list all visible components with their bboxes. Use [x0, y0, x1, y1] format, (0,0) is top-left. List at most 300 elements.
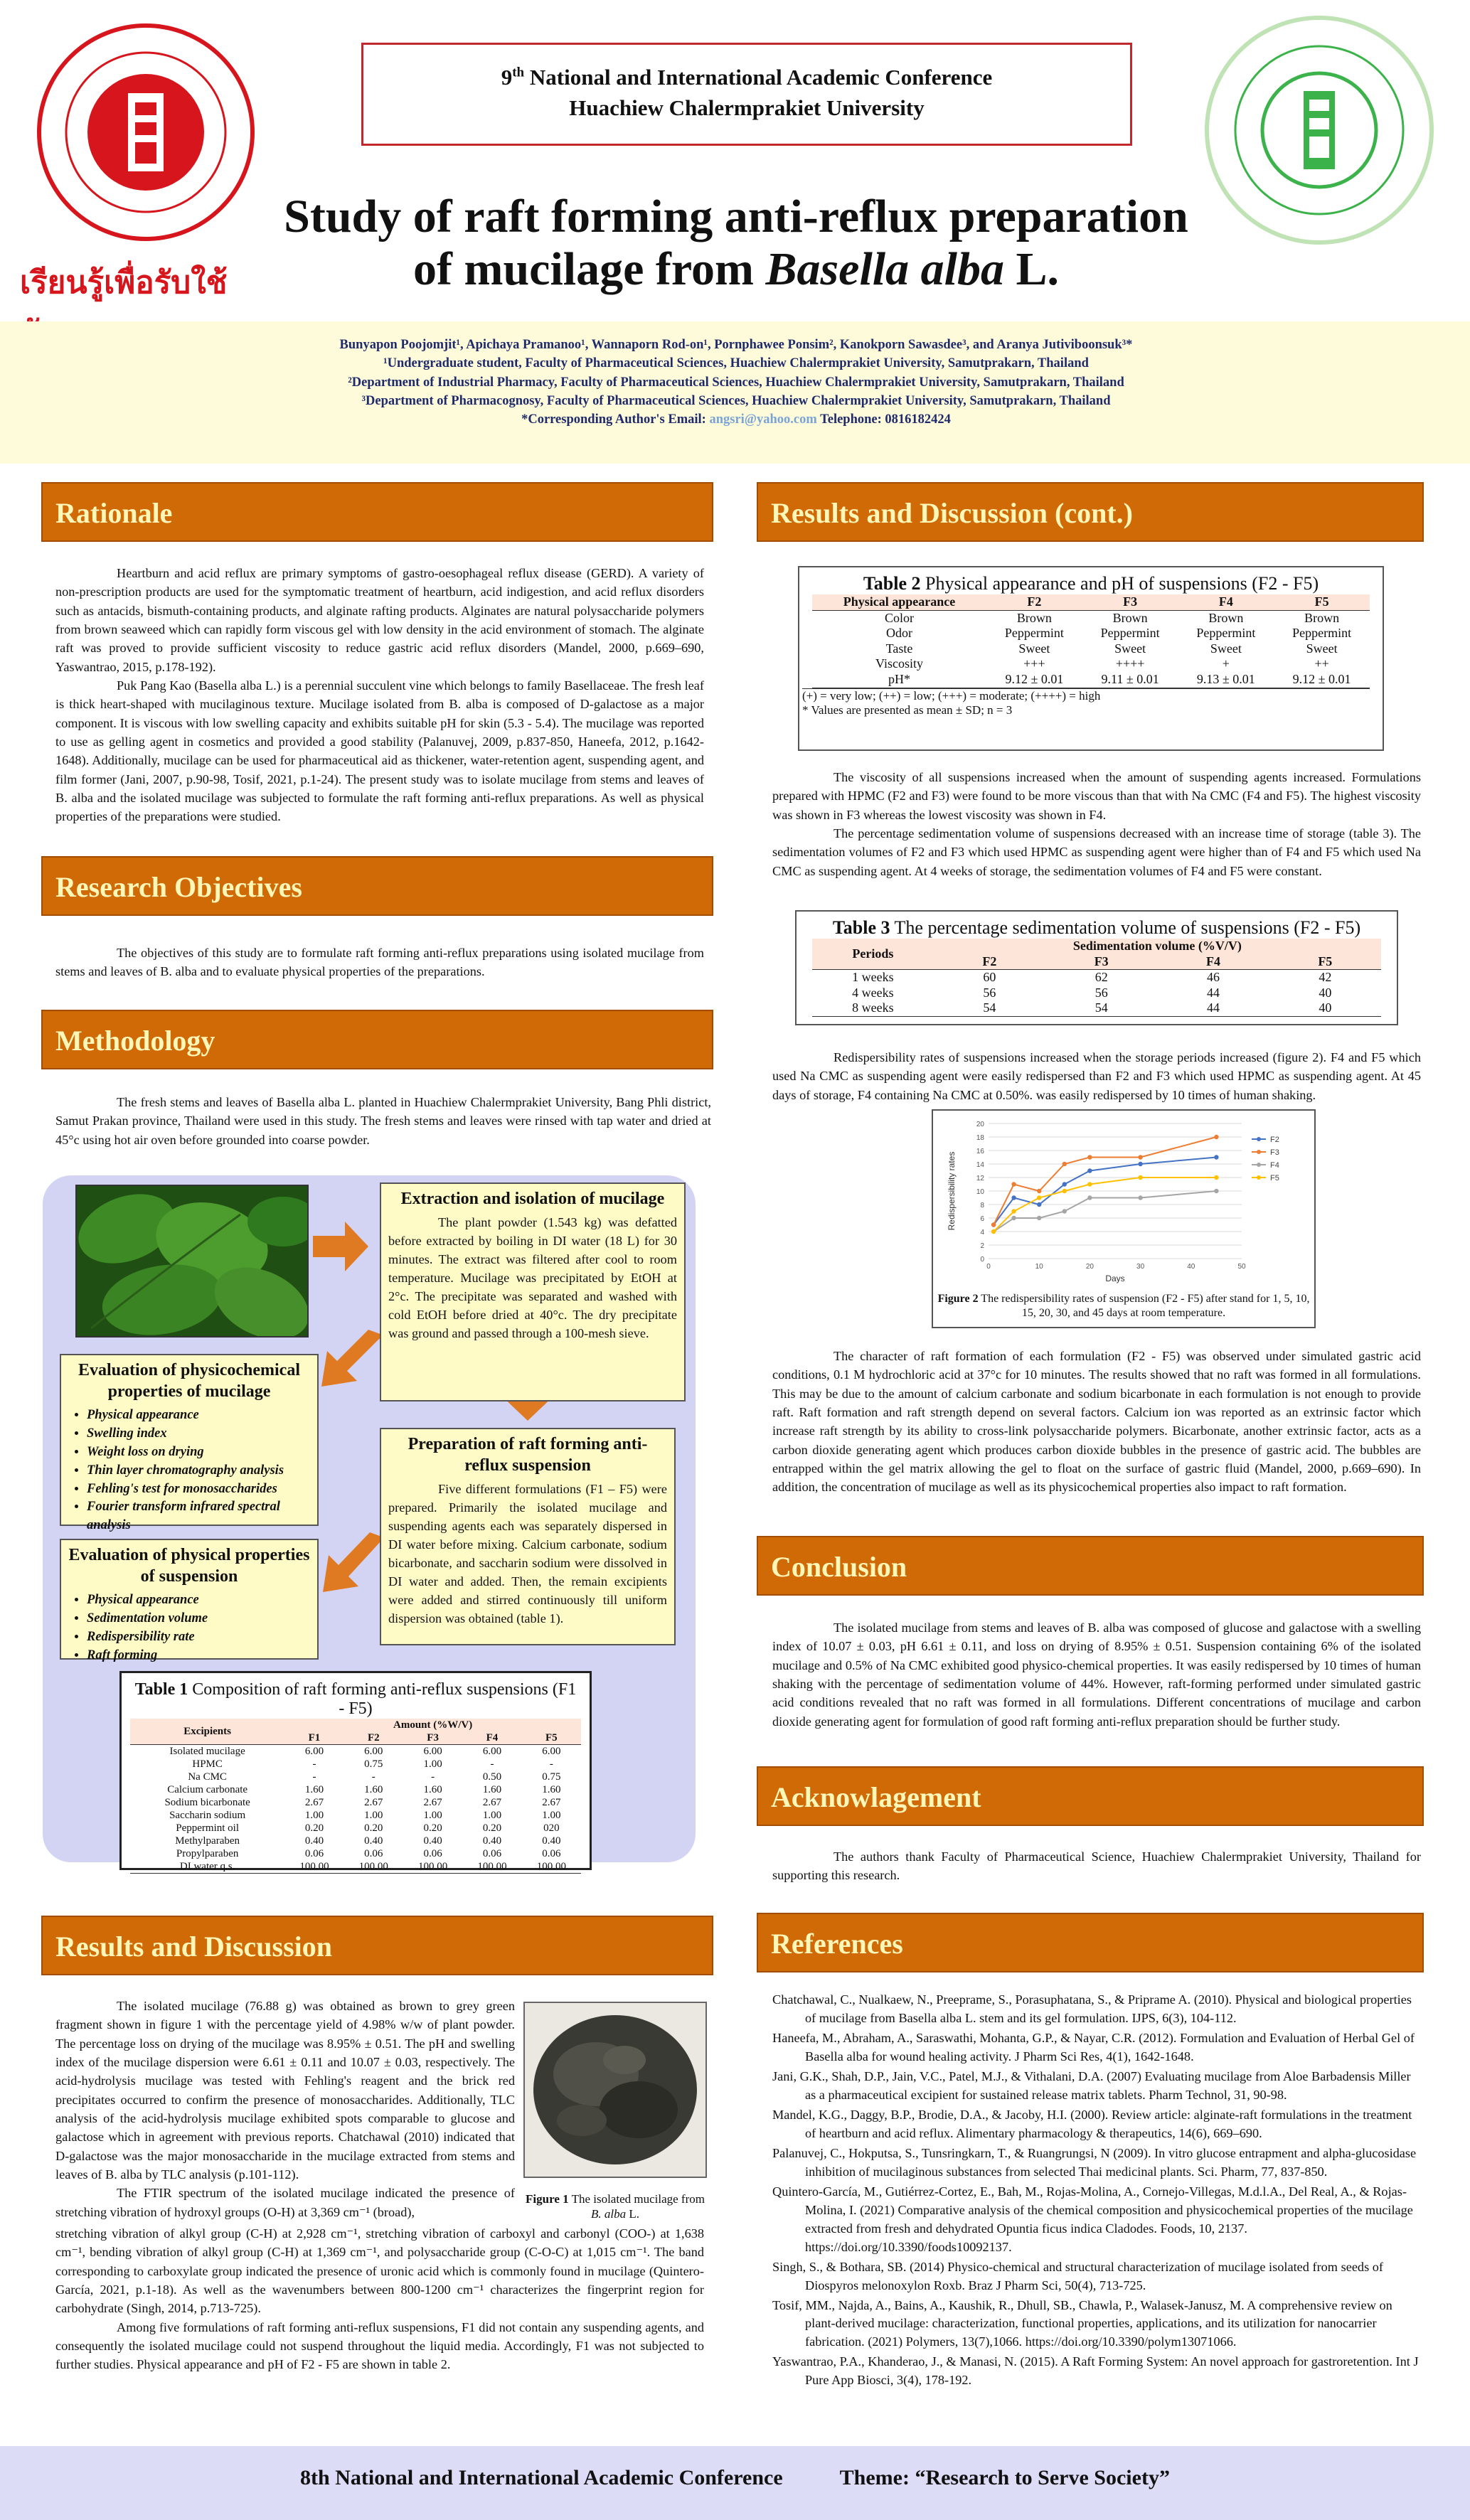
- section-objectives-header: [41, 856, 713, 916]
- title-species: Basella alba: [765, 242, 1004, 295]
- title-line1: Study of raft forming anti-reflux preparation: [284, 191, 1188, 242]
- table-cell: Odor: [886, 626, 913, 641]
- table-row: [130, 1809, 581, 1822]
- poster-title: [199, 191, 1273, 296]
- table-row: [130, 1835, 581, 1847]
- rationale-text: [55, 564, 704, 826]
- legend-label-F3: F3: [1270, 1148, 1279, 1157]
- section-acknowledgement-header: [757, 1766, 1424, 1826]
- table-cell: Peppermint oil: [176, 1822, 239, 1834]
- table-cell: Sweet: [1018, 641, 1050, 656]
- data-point-F5: [1037, 1195, 1041, 1200]
- table-cell: 56: [983, 985, 996, 1000]
- table1-grid: [130, 1719, 581, 1874]
- authors-block: [71, 336, 1401, 429]
- fig1-species: B. alba: [591, 2207, 627, 2221]
- data-point-F3: [1214, 1135, 1218, 1139]
- y-tick-label: 18: [976, 1134, 984, 1142]
- list-item: • Fehling's test for monosaccharides: [87, 1480, 310, 1499]
- data-point-F3: [1062, 1162, 1067, 1166]
- section-results-cont-header: [757, 482, 1424, 542]
- reference-item: Jani, G.K., Shah, D.P., Jain, V.C., Patel, M.J., & Vithalani, D.A. (2007) Evaluating mucilage from Aloe Barbadensis Miller as a pharmaceutical excipient for sustained release matrix tablets. Pharm Technol, 31, 90-98.: [772, 2068, 1411, 2102]
- y-tick-label: 2: [980, 1242, 984, 1250]
- x-tick-label: 30: [1136, 1263, 1145, 1271]
- table-cell: -: [312, 1758, 316, 1770]
- table2-grid: [812, 594, 1370, 688]
- section-title: Acknowlagement: [771, 1781, 981, 1813]
- table-cell: 54: [983, 1000, 996, 1015]
- results-p3: Among five formulations of raft forming anti-reflux suspensions, F1 did not contain any suspending agents, and consequently the isolated mucilage could not suspend throughout the liquid media. Accordingly, F1 was not subjected to further studies. Physical appearance and pH of F2 - F5 are shown in table 2.: [55, 2319, 704, 2372]
- figure2-caption: [933, 1292, 1314, 1320]
- table-cell: 0.75: [542, 1771, 561, 1783]
- acknowledgement-p1: The authors thank Faculty of Pharmaceutical Science, Huachiew Chalermprakiet University, Thailand for supporting this research.: [772, 1849, 1421, 1883]
- list-item: • Weight loss on drying: [87, 1443, 310, 1462]
- references-list: [772, 1991, 1421, 2391]
- table1-label: Table 1: [134, 1680, 188, 1699]
- author-names: Bunyapon Poojomjit¹, Apichaya Pramanoo¹, Wannaporn Rod-on¹, Pornphawee Ponsim², Kanokporn Sawasdee³, and Aranya Jutiviboonsuk³*: [339, 338, 1133, 352]
- data-point-F4: [1037, 1216, 1041, 1220]
- data-point-F2: [1087, 1168, 1092, 1173]
- table2-col: F3: [1123, 594, 1138, 609]
- table2-col: F4: [1218, 594, 1233, 609]
- table-cell: ++: [1314, 656, 1329, 671]
- section-conclusion-header: [757, 1536, 1424, 1596]
- table3-col: F2: [982, 954, 997, 968]
- table-cell: 100.00: [358, 1861, 388, 1872]
- table-cell: 4 weeks: [852, 985, 894, 1000]
- table-cell: Taste: [885, 641, 913, 656]
- section-rationale-header: [41, 482, 713, 542]
- legend-marker-F5: [1257, 1175, 1261, 1180]
- table2-body: [812, 610, 1370, 688]
- table-row: [812, 986, 1381, 1001]
- eval-mucilage-card: [60, 1354, 319, 1533]
- legend-marker-F3: [1257, 1150, 1261, 1154]
- x-tick-label: 40: [1187, 1263, 1195, 1271]
- data-point-F5: [1214, 1175, 1218, 1180]
- table-cell: 6.00: [482, 1746, 502, 1757]
- table-cell: 1.60: [304, 1784, 324, 1795]
- table-cell: Peppermint: [1292, 626, 1352, 641]
- extraction-title: Extraction and isolation of mucilage: [400, 1190, 665, 1208]
- table-cell: 1.60: [542, 1784, 561, 1795]
- x-axis-label: Days: [1105, 1274, 1125, 1283]
- table2-col: F5: [1314, 594, 1329, 609]
- table-cell: 0.50: [482, 1771, 502, 1783]
- table-cell: +++: [1023, 656, 1045, 671]
- table-row: [130, 1796, 581, 1809]
- y-tick-label: 6: [980, 1215, 984, 1223]
- table-cell: Brown: [1112, 610, 1148, 625]
- table-cell: 46: [1206, 970, 1220, 985]
- reference-item: Chatchawal, C., Nualkaew, N., Preeprame, S., Porasuphatana, S., & Priprame A. (2010). Physical and biological properties of mucilage from Basella alba L. stem and its gel formulation. IJPS, 6(3), 104-112.: [772, 1992, 1412, 2025]
- table-row: [812, 672, 1370, 688]
- table-cell: 40: [1319, 985, 1332, 1000]
- legend-label-F2: F2: [1270, 1136, 1279, 1144]
- preparation-card: [380, 1428, 676, 1645]
- affiliation-2: ²Department of Industrial Pharmacy, Faculty of Pharmaceutical Sciences, Huachiew Chalermprakiet University, Samutprakarn, Thailand: [348, 375, 1124, 390]
- table-cell: 1.00: [364, 1810, 383, 1821]
- table-cell: 0.20: [304, 1822, 324, 1834]
- methodology-p1: The fresh stems and leaves of Basella alba L. planted in Huachiew Chalermprakiet University, Bang Phli district, Samut Prakan province, Thailand were used in this study. The fresh stems and leaves were rinsed with tap water and dried at 45°c using hot air oven before grounded into coarse powder.: [55, 1095, 711, 1147]
- data-point-F5: [1062, 1189, 1067, 1193]
- acknowledgement-text: [772, 1847, 1421, 1885]
- table-cell: 0.40: [304, 1835, 324, 1847]
- plant-photo: [75, 1185, 309, 1338]
- y-tick-label: 8: [980, 1202, 984, 1210]
- table-cell: 020: [543, 1822, 560, 1834]
- table-cell: 42: [1319, 970, 1332, 985]
- arrow-down-left-icon: [323, 1532, 387, 1593]
- table-cell: 1.00: [542, 1810, 561, 1821]
- section-title: Results and Discussion: [55, 1931, 333, 1963]
- y-tick-label: 20: [976, 1121, 984, 1128]
- table-cell: 1.00: [423, 1810, 442, 1821]
- table-cell: Saccharin sodium: [169, 1810, 246, 1821]
- table-cell: 0.75: [364, 1758, 383, 1770]
- data-point-F4: [1087, 1195, 1092, 1200]
- data-point-F2: [1037, 1202, 1041, 1207]
- data-point-F4: [1062, 1209, 1067, 1213]
- table-cell: 60: [983, 970, 996, 985]
- table-cell: 9.12 ± 0.01: [1005, 671, 1064, 686]
- table-3: [795, 910, 1398, 1025]
- results-cont-p2: The percentage sedimentation volume of suspensions decreased with an increase time of storage (table 3). The sedimentation volumes of F2 and F3 which used HPMC as suspending agent were higher than of F4 and F5 which used Na CMC as suspending agent. At 4 weeks of storage, the sedimentation volumes of F4 and F5 were constant.: [772, 826, 1421, 878]
- preparation-title: Preparation of raft forming anti-reflux suspension: [408, 1435, 648, 1475]
- eval-mucilage-title: Evaluation of physicochemical properties of mucilage: [78, 1361, 300, 1401]
- y-tick-label: 16: [976, 1148, 984, 1155]
- fig2-label: Figure 2: [937, 1293, 979, 1305]
- table-row: [130, 1822, 581, 1835]
- table-cell: +: [1222, 656, 1230, 671]
- data-point-F3: [1037, 1189, 1041, 1193]
- list-item: • Redispersibility rate: [87, 1628, 310, 1647]
- y-tick-label: 12: [976, 1175, 984, 1182]
- fig1-end: L.: [626, 2207, 639, 2221]
- x-tick-label: 50: [1237, 1263, 1246, 1271]
- table-cell: Peppermint: [1100, 626, 1160, 641]
- section-methodology-header: [41, 1010, 713, 1069]
- table2-col: F2: [1027, 594, 1042, 609]
- data-point-F3: [1087, 1155, 1092, 1159]
- table1-col: F2: [367, 1732, 380, 1744]
- table3-col-group: Sedimentation volume (%V/V): [1072, 939, 1242, 953]
- conf-num: 9: [501, 65, 513, 90]
- table-cell: Viscosity: [875, 656, 923, 671]
- table-cell: 9.11 ± 0.01: [1101, 671, 1159, 686]
- table-cell: Isolated mucilage: [169, 1746, 245, 1757]
- footer-conf: 8th National and International Academic Conference: [300, 2466, 783, 2489]
- table2-label: Table 2: [863, 573, 921, 594]
- y-axis-label: Redispersibility rates: [947, 1151, 957, 1231]
- section-references-header: [757, 1913, 1424, 1972]
- table-cell: 2.67: [423, 1797, 442, 1808]
- objectives-text: [55, 944, 704, 981]
- table3-grid: [812, 939, 1381, 1017]
- reference-item: Haneefa, M., Abraham, A., Saraswathi, Mohanta, G.P., & Nayar, C.R. (2012). Formulation and Evaluation of Herbal Gel of Basella alba for wound healing activity. J Pharm Sci Res, 4(1), 1642-1648.: [772, 2030, 1415, 2063]
- table-cell: 9.13 ± 0.01: [1196, 671, 1255, 686]
- table3-body: [812, 970, 1381, 1017]
- data-point-F4: [1138, 1195, 1142, 1200]
- table-cell: -: [431, 1771, 435, 1783]
- table3-col: F4: [1205, 954, 1220, 968]
- list-item: • Swelling index: [87, 1425, 310, 1443]
- table-cell: Sodium bicarbonate: [164, 1797, 250, 1808]
- data-point-F5: [1138, 1175, 1142, 1180]
- table-cell: 1.00: [423, 1758, 442, 1770]
- y-tick-label: 4: [980, 1229, 984, 1237]
- table2-caption: Physical appearance and pH of suspensions (F2 - F5): [920, 573, 1319, 594]
- data-point-F2: [1062, 1182, 1067, 1186]
- table-cell: 2.67: [482, 1797, 502, 1808]
- table-row: [812, 610, 1370, 626]
- data-point-F3: [1011, 1182, 1016, 1186]
- table-cell: -: [371, 1771, 376, 1783]
- table3-caption: The percentage sedimentation volume of suspensions (F2 - F5): [890, 917, 1361, 938]
- data-point-F3: [991, 1222, 996, 1227]
- results-cont-p4: The character of raft formation of each formulation (F2 - F5) was observed under simulated gastric acid conditions, 0.1 M hydrochloric acid at 37°c for 10 minutes. The results showed that no raft was formed in all formulations. This may be due to the amount of calcium carbonate and sodium bicarbonate in each formulation is not enough to provide raft. Raft formation and raft strength depend on several factors. Calcium ion was reported as an extrinsic factor which increase raft strength by its ability to cross-link polysaccharide polymers. Bicarbonate, another extrinsic factor, acts as a carbon dioxide generating agent which produces carbon dioxide bubbles in the presence of gastric acid. The bubbles are entrapped within the gel matrix allowing the gel to float on the surface of gastric fluid (Mandel, 2000, p.669–690). In addition, the concentration of mucilage as well as its physicochemical properties also impact to raft formation.: [772, 1349, 1421, 1495]
- corr-phone: Telephone: 0816182424: [816, 412, 951, 427]
- table-row: [812, 970, 1381, 986]
- table-cell: 0.40: [482, 1835, 502, 1847]
- table-cell: Brown: [1016, 610, 1052, 625]
- conf-university: Huachiew Chalermprakiet University: [569, 95, 925, 121]
- table3-col: F3: [1094, 954, 1109, 968]
- table1-col: F3: [427, 1732, 439, 1744]
- table-cell: ++++: [1115, 656, 1145, 671]
- fig1-label: Figure 1: [526, 2192, 569, 2206]
- table-cell: 6.00: [542, 1746, 561, 1757]
- section-title: Rationale: [55, 497, 173, 529]
- table-cell: 100.00: [418, 1861, 448, 1872]
- table-cell: -: [490, 1758, 494, 1770]
- table-cell: 1.00: [482, 1810, 502, 1821]
- table-cell: 0.06: [304, 1848, 324, 1859]
- table-cell: 40: [1319, 1000, 1332, 1015]
- table-cell: Sweet: [1210, 641, 1242, 656]
- table-row: [812, 1000, 1381, 1016]
- conclusion-text: [772, 1618, 1421, 1731]
- table-cell: 0.20: [482, 1822, 502, 1834]
- table-cell: 9.12 ± 0.01: [1292, 671, 1351, 686]
- results-p1: The isolated mucilage (76.88 g) was obtained as brown to grey green fragment shown in figure 1 with the percentage yield of 4.98% w/w of plant powder. The percentage loss on drying of the mucilage was 8.95% ± 0.51. The pH and swelling index of the mucilage dispersion were 6.61 ± 0.11 and 10.07 ± 0.03, respectively. The acid-hydrolysis mucilage was tested with Fehling's reagent and the brick red precipitates occurred to confirm the presence of monosaccharides. Additionally, TLC analysis of the acid-hydrolysis mucilage exhibited spots comparable to glucose and galactose which in agreement with previous reports. Chatchawal (2010) indicated that D-galactose was the major monosaccharide in the mucilage extracted from stems and leaves of B. alba by TLC analysis (p.101-112).: [55, 1999, 515, 2182]
- data-point-F2: [1011, 1195, 1016, 1200]
- table-cell: 1 weeks: [852, 970, 894, 985]
- title-line2a: of mucilage from: [412, 242, 766, 295]
- table-cell: 6.00: [423, 1746, 442, 1757]
- methodology-text: [55, 1093, 711, 1149]
- table3-label: Table 3: [832, 917, 890, 938]
- table-cell: -: [312, 1771, 316, 1783]
- table-row: [812, 641, 1370, 657]
- table-cell: Na CMC: [188, 1771, 227, 1783]
- reference-item: Singh, S., & Bothara, SB. (2014) Physico-chemical and structural characterization of mucilage isolated from seeds of Diospyros melonoxylon Roxb. Braz J Pharm Sci, 50(4), 713-725.: [772, 2259, 1383, 2292]
- arrow-right-icon: [313, 1222, 370, 1271]
- results-text-b: [55, 2224, 704, 2374]
- data-point-F5: [1011, 1209, 1016, 1213]
- table-cell: Brown: [1304, 610, 1340, 625]
- table1-col: F1: [308, 1732, 321, 1744]
- table-cell: 100.00: [536, 1861, 566, 1872]
- table-cell: 0.06: [364, 1848, 383, 1859]
- y-tick-label: 10: [976, 1188, 984, 1196]
- table-row: [130, 1783, 581, 1796]
- fig1-text: The isolated mucilage from: [568, 2192, 705, 2206]
- table-row: [130, 1771, 581, 1783]
- mucilage-photo: [523, 2002, 707, 2178]
- reference-item: Mandel, K.G., Daggy, B.P., Brodie, D.A., & Jacoby, H.I. (2000). Review article: alginate-raft formulations in the treatment of heartburn and acid reflux. Alimentary pharmacology & therapeutics, 14(6), 669–690.: [772, 2107, 1412, 2140]
- section-results-header: [41, 1916, 713, 1975]
- reference-item: Tosif, MM., Najda, A., Bains, A., Kaushik, R., Dhull, SB., Chawla, P., Walasek-Janusz, M. A comprehensive review on plant-derived mucilage: characterization, functional properties, applications, and its utilization for nanocarrier fabrication. (2021) Polymers, 13(7),1066. https://doi.org/10.3390/polym13071066.: [772, 2297, 1392, 2349]
- data-point-F2: [1138, 1162, 1142, 1166]
- y-tick-label: 0: [980, 1256, 984, 1264]
- table-cell: 2.67: [364, 1797, 383, 1808]
- legend-label-F4: F4: [1270, 1161, 1279, 1170]
- results-cont-p1: The viscosity of all suspensions increased when the amount of suspending agents increased. Formulations prepared with HPMC (F2 and F3) were found to be more viscous than that with Na CMC (F4 and F5). The highest viscosity was shown in F3 whereas the lowest viscosity was shown in F4.: [772, 770, 1421, 822]
- table-cell: 0.06: [423, 1848, 442, 1859]
- results-cont-text-b: [772, 1048, 1421, 1104]
- table-1: [119, 1671, 592, 1870]
- conference-banner: [361, 43, 1132, 146]
- redispersibility-chart: [933, 1111, 1314, 1288]
- table-2: [798, 566, 1384, 751]
- list-item: • Physical appearance: [87, 1591, 310, 1610]
- x-tick-label: 0: [986, 1263, 991, 1271]
- objectives-p1: The objectives of this study are to formulate raft forming anti-reflux preparations using isolated mucilage from stems and leaves of B. alba and to evaluate physical properties of the preparations.: [55, 946, 704, 979]
- section-title: Conclusion: [771, 1551, 907, 1583]
- table-cell: 1.60: [423, 1784, 442, 1795]
- corr-email-link[interactable]: angsri@yahoo.com: [709, 412, 817, 427]
- table-cell: 44: [1206, 985, 1220, 1000]
- table2-col-first: Physical appearance: [843, 594, 956, 609]
- table3-col-first: Periods: [852, 946, 894, 961]
- table-cell: Peppermint: [1196, 626, 1256, 641]
- data-point-F5: [991, 1229, 996, 1234]
- reference-item: Palanuvej, C., Hokputsa, S., Tunsringkarn, T., & Ruangrungsi, N (2009). In vitro glucose entrapment and alpha-glucosidase inhibition of mucilaginous substances from selected Thai medicinal plants. Sci. Pharm, 77, 837-850.: [772, 2145, 1417, 2179]
- table-cell: 0.06: [482, 1848, 502, 1859]
- table-cell: 6.00: [304, 1746, 324, 1757]
- table-cell: 62: [1094, 970, 1108, 985]
- figure1-caption: [523, 2191, 707, 2222]
- table-cell: 54: [1094, 1000, 1108, 1015]
- table2-note-1: (+) = very low; (++) = low; (+++) = moderate; (++++) = high: [802, 688, 1370, 703]
- table-cell: Peppermint: [1004, 626, 1064, 641]
- figure-2: [932, 1109, 1316, 1328]
- results-p2a: The FTIR spectrum of the isolated mucilage indicated the presence of stretching vibration of hydroxyl groups (O-H) at 3,369 cm⁻¹ (broad),: [55, 2186, 515, 2219]
- table-cell: Calcium carbonate: [167, 1784, 248, 1795]
- eval-mucilage-list: [87, 1406, 310, 1535]
- table-row: [130, 1860, 581, 1874]
- thai-slogan: เรียนรู้เพื่อรับใช้: [20, 265, 228, 300]
- table-cell: 8 weeks: [852, 1000, 894, 1015]
- table-row: [812, 656, 1370, 672]
- title-line2c: L.: [1003, 242, 1060, 295]
- rationale-p1: Heartburn and acid reflux are primary symptoms of gastro-oesophageal reflux disease (GERD). A variety of non-prescription products are used for the symptomatic treatment of heartburn, acid indigestion, and acid reflux disorders such as antacids, bismuth-containing products, and alginate rafting products. Alginates are natural polysaccharide polymers from brown seaweed which can rapidly form viscous gel with low density in the acid environment of stomach. The alginate raft was proved to provide sufficient viscosity to reduce gastric acid reflux disorders (Mandel, 2000, p.669–690, Yaswantrao, 2015, p.178-192).: [55, 566, 704, 674]
- table-cell: DI water q.s.: [179, 1861, 235, 1872]
- table-cell: HPMC: [192, 1758, 223, 1770]
- extraction-card: [380, 1182, 686, 1402]
- table-cell: Propylparaben: [176, 1848, 239, 1859]
- table1-col: F5: [545, 1732, 558, 1744]
- table1-col-excipients: Excipients: [183, 1726, 231, 1737]
- y-tick-label: 14: [976, 1161, 984, 1169]
- affiliation-3: ³Department of Pharmacognosy, Faculty of Pharmaceutical Sciences, Huachiew Chalermprakiet University, Samutprakarn, Thailand: [361, 393, 1111, 408]
- table-cell: pH*: [888, 671, 911, 686]
- data-point-F3: [1138, 1155, 1142, 1159]
- results-cont-text-a: [772, 768, 1421, 880]
- list-item: • Fourier transform infrared spectral analysis: [87, 1498, 310, 1535]
- footer-theme: Theme: “Research to Serve Society”: [839, 2466, 1170, 2489]
- table-cell: 2.67: [542, 1797, 561, 1808]
- data-point-F4: [1011, 1216, 1016, 1220]
- legend-label-F5: F5: [1270, 1174, 1279, 1182]
- table-cell: 6.00: [364, 1746, 383, 1757]
- data-point-F4: [1214, 1189, 1218, 1193]
- results-p2b: stretching vibration of alkyl group (C-H) at 2,928 cm⁻¹, stretching vibration of carboxyl and carbonyl (COO-) at 1,638 cm⁻¹, bending vibration of alkyl group (C-H) at 1,369 cm⁻¹, and polysaccharide group (C-O-C) at 1,015 cm⁻¹. The band corresponding to carboxylate group indicated the presence of uronic acid which is commonly found in mucilage (Quintero-García, 2021, p.1-18). As well as the wavenumbers between 800-1200 cm⁻¹ characterizes the fingerprint region for carbohydrate (Singh, 2014, p.713-725).: [55, 2226, 704, 2316]
- extraction-text: The plant powder (1.543 kg) was defatted before extracted by boiling in DI water (18 L) for 30 minutes. The extract was filtered after cool to room temperature. Mucilage was precipitated by EtOH at 2°c. The precipitate was separated and washed with cold EtOH before dried at 40°c. The dry precipitate was ground and passed through a 100-mesh sieve.: [388, 1215, 677, 1340]
- section-title: References: [771, 1928, 903, 1960]
- table-cell: 1.00: [304, 1810, 324, 1821]
- x-tick-label: 20: [1085, 1263, 1094, 1271]
- list-item: • Physical appearance: [87, 1406, 310, 1425]
- table-cell: Color: [885, 610, 915, 625]
- table-cell: 1.60: [482, 1784, 502, 1795]
- table-cell: Brown: [1208, 610, 1244, 625]
- table-row: [812, 626, 1370, 641]
- table-cell: 100.00: [299, 1861, 329, 1872]
- table-cell: 2.67: [304, 1797, 324, 1808]
- preparation-text: Five different formulations (F1 – F5) were prepared. Primarily the isolated mucilage and suspending agents each was separately dispersed in DI water before mixing. Calcium carbonate, sodium bicarbonate, and saccharin sodium were dissolved in DI water and added. Then, the remain excipients were added and stirred continuously till uniform dispersion was obtained (table 1).: [388, 1482, 667, 1625]
- series-line-F4: [994, 1191, 1216, 1232]
- results-cont-text-c: [772, 1347, 1421, 1497]
- table2-note-2: * Values are presented as mean ± SD; n = 3: [802, 703, 1013, 717]
- table-row: [130, 1745, 581, 1758]
- footer: [0, 2466, 1470, 2490]
- reference-item: Yaswantrao, P.A., Khanderao, J., & Manasi, N. (2015). A Raft Forming System: An novel approach for gastroretention. Int J Pure App Biosci, 3(4), 178-192.: [772, 2354, 1419, 2388]
- rationale-p2: Puk Pang Kao (Basella alba L.) is a perennial succulent vine which belongs to family Basellaceae. The fresh leaf is thick heart-shaped with mucilaginous texture. Mucilage isolated from B. alba is composed of D-galactose as a major component. It is viscous with low swelling capacity and exhibits suitable pH for skin (5.3 - 5.4). The mucilage was reported to use as gelling agent in cosmetics and provided a good stability (Palanuvej, 2009, p.837-850, Haneefa, 2012, p.1642-1648). Additionally, mucilage can be used for pharmaceutical aid as thickener, water-retention agent, suspending agent, and film former (Jani, 2007, p.90-98, Tosif, 2021, p.1-24). The present study was to isolate mucilage from stems and leaves of B. alba and the isolated mucilage was subjected to formulate the raft forming anti-reflux preparations. As well as physical properties of the preparations were studied.: [55, 678, 704, 824]
- section-title: Results and Discussion (cont.): [771, 497, 1133, 529]
- legend-marker-F2: [1257, 1137, 1261, 1141]
- conf-title: National and International Academic Conference: [529, 65, 993, 90]
- list-item: • Sedimentation volume: [87, 1610, 310, 1628]
- affiliation-1: ¹Undergraduate student, Faculty of Pharmaceutical Sciences, Huachiew Chalermprakiet University, Samutprakarn, Thailand: [383, 356, 1089, 371]
- section-title: Research Objectives: [55, 871, 302, 903]
- table-cell: Methylparaben: [175, 1835, 240, 1847]
- corr-label: *Corresponding Author's Email:: [521, 412, 710, 427]
- table-cell: 0.20: [423, 1822, 442, 1834]
- table-cell: Sweet: [1306, 641, 1338, 656]
- table-cell: 0.20: [364, 1822, 383, 1834]
- table-cell: 0.40: [364, 1835, 383, 1847]
- table-cell: 0.40: [423, 1835, 442, 1847]
- table-cell: 1.60: [364, 1784, 383, 1795]
- table-row: [130, 1847, 581, 1860]
- table-cell: 0.40: [542, 1835, 561, 1847]
- fig2-text: The redispersibility rates of suspension (F2 - F5) after stand for 1, 5, 10, 15, 20, 30, and 45 days at room temperature.: [978, 1293, 1310, 1319]
- conclusion-p1: The isolated mucilage from stems and leaves of B. alba was composed of glucose and galactose with a swelling index of 10.07 ± 0.03, pH 6.61 ± 0.11, and loss on drying of 8.95% ± 0.51. Suspension containing 6% of the isolated mucilage and 0.5% of Na CMC exhibited good physico-chemical properties. It was easily redispersed by 10 times of human shaking with the percentage of sedimentation volume of 44%. However, raft-forming performed under simulated gastric acid conditions revealed that no raft was formed in all formulations. Different concentrations of mucilage and carbon dioxide generating agent for formulation of good raft forming anti-reflux preparation should be further study.: [772, 1621, 1421, 1729]
- reference-item: Quintero-García, M., Gutiérrez-Cortez, E., Bah, M., Rojas-Molina, A., Cornejo-Villegas, M.d.l.A., Del Real, A., & Rojas-Molina, I. (2021) Comparative analysis of the chemical composition and physicochemical properties of the mucilage extracted from fresh and dehydrated Opuntia ficus indica Cladodes. Foods, 10, 2137. https://doi.org/10.3390/foods10092137.: [772, 2184, 1413, 2254]
- table1-body: [130, 1745, 581, 1874]
- results-cont-p3: Redispersibility rates of suspensions increased when the storage periods increased (figure 2). F4 and F5 which used Na CMC as suspending agent were easily redispersed than F2 and F3 which used HPMC as suspending agent. At 45 days of storage, F4 containing Na CMC at 0.50%. was easily redispersed by 10 times of human shaking.: [772, 1050, 1421, 1102]
- table-row: [130, 1758, 581, 1771]
- eval-suspension-list: [87, 1591, 310, 1665]
- section-title: Methodology: [55, 1025, 215, 1057]
- eval-suspension-card: [60, 1539, 319, 1660]
- list-item: • Raft forming: [87, 1647, 310, 1665]
- conf-sup: th: [512, 65, 525, 80]
- table1-caption: Composition of raft forming anti-reflux suspensions (F1 - F5): [188, 1680, 577, 1718]
- x-tick-label: 10: [1035, 1263, 1043, 1271]
